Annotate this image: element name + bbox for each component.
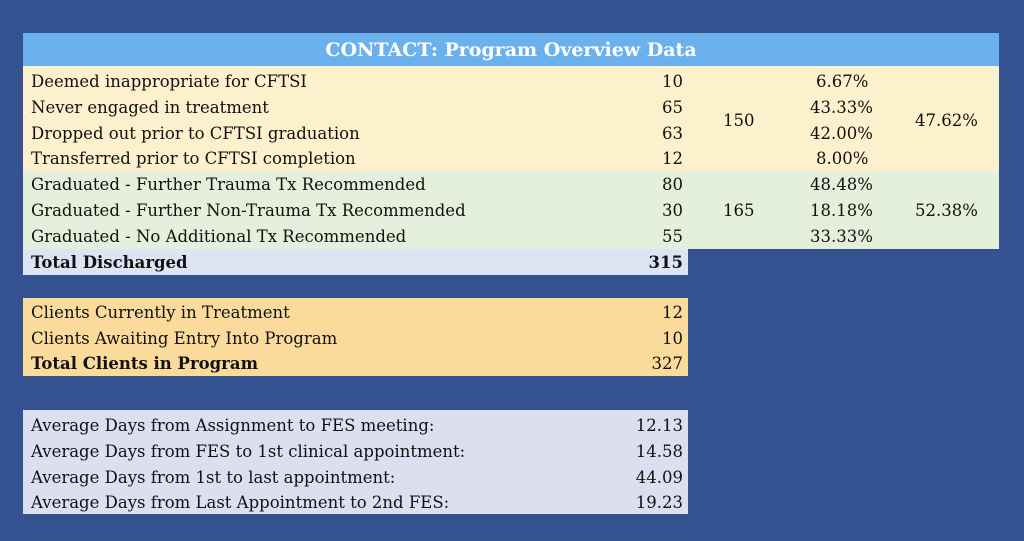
table-row <box>23 490 683 516</box>
row-label: Dropped out prior to CFTSI graduation <box>31 124 360 143</box>
table-row <box>23 172 683 198</box>
row-label: Graduated - No Additional Tx Recommended <box>31 227 407 246</box>
total-clients-value: 327 <box>651 354 683 373</box>
table-row <box>23 439 683 465</box>
row-value: 14.58 <box>635 442 683 461</box>
row-label: Average Days from Last Appointment to 2nd FES: <box>31 493 450 512</box>
row-label: Average Days from Assignment to FES meeting: <box>31 416 435 435</box>
row-percent: 6.67% <box>816 72 869 91</box>
row-label: Average Days from 1st to last appointment: <box>31 468 396 487</box>
row-label: Transferred prior to CFTSI completion <box>31 149 356 168</box>
table-row <box>23 198 683 224</box>
row-label: Graduated - Further Non-Trauma Tx Recommended <box>31 201 466 220</box>
table-row <box>23 121 683 147</box>
table-row <box>23 224 683 250</box>
not-graduated-subtotal: 150 <box>723 111 755 130</box>
row-value: 12.13 <box>635 416 683 435</box>
row-count: 80 <box>662 175 683 194</box>
row-label: Graduated - Further Trauma Tx Recommended <box>31 175 426 194</box>
row-count: 30 <box>662 201 683 220</box>
row-count: 10 <box>662 72 683 91</box>
table-row <box>23 465 683 491</box>
total-clients-row <box>23 351 683 377</box>
row-count: 12 <box>662 149 683 168</box>
table-row <box>23 69 683 95</box>
row-count: 55 <box>662 227 683 246</box>
row-percent: 43.33% <box>810 98 873 117</box>
row-label: Clients Awaiting Entry Into Program <box>31 329 338 348</box>
table-row <box>23 146 683 172</box>
row-label: Deemed inappropriate for CFTSI <box>31 72 307 91</box>
total-discharged-value: 315 <box>648 253 683 272</box>
table-row <box>23 95 683 121</box>
table-row <box>23 413 683 439</box>
row-percent: 8.00% <box>816 149 869 168</box>
row-value: 10 <box>662 329 683 348</box>
total-clients-label: Total Clients in Program <box>31 354 259 373</box>
row-count: 63 <box>662 124 683 143</box>
row-label: Clients Currently in Treatment <box>31 303 290 322</box>
row-label: Never engaged in treatment <box>31 98 269 117</box>
row-label: Average Days from FES to 1st clinical appointment: <box>31 442 466 461</box>
row-percent: 48.48% <box>810 175 873 194</box>
row-percent: 18.18% <box>810 201 873 220</box>
table-title: CONTACT: Program Overview Data <box>23 33 999 66</box>
row-percent: 33.33% <box>810 227 873 246</box>
row-value: 19.23 <box>635 493 683 512</box>
row-value: 12 <box>662 303 683 322</box>
total-discharged-row <box>23 250 683 276</box>
not-graduated-percent: 47.62% <box>915 111 978 130</box>
row-percent: 42.00% <box>810 124 873 143</box>
table-row <box>23 326 683 352</box>
graduated-subtotal: 165 <box>723 201 755 220</box>
row-count: 65 <box>662 98 683 117</box>
row-value: 44.09 <box>635 468 683 487</box>
table-row <box>23 300 683 326</box>
total-discharged-label: Total Discharged <box>31 253 188 272</box>
graduated-percent: 52.38% <box>915 201 978 220</box>
